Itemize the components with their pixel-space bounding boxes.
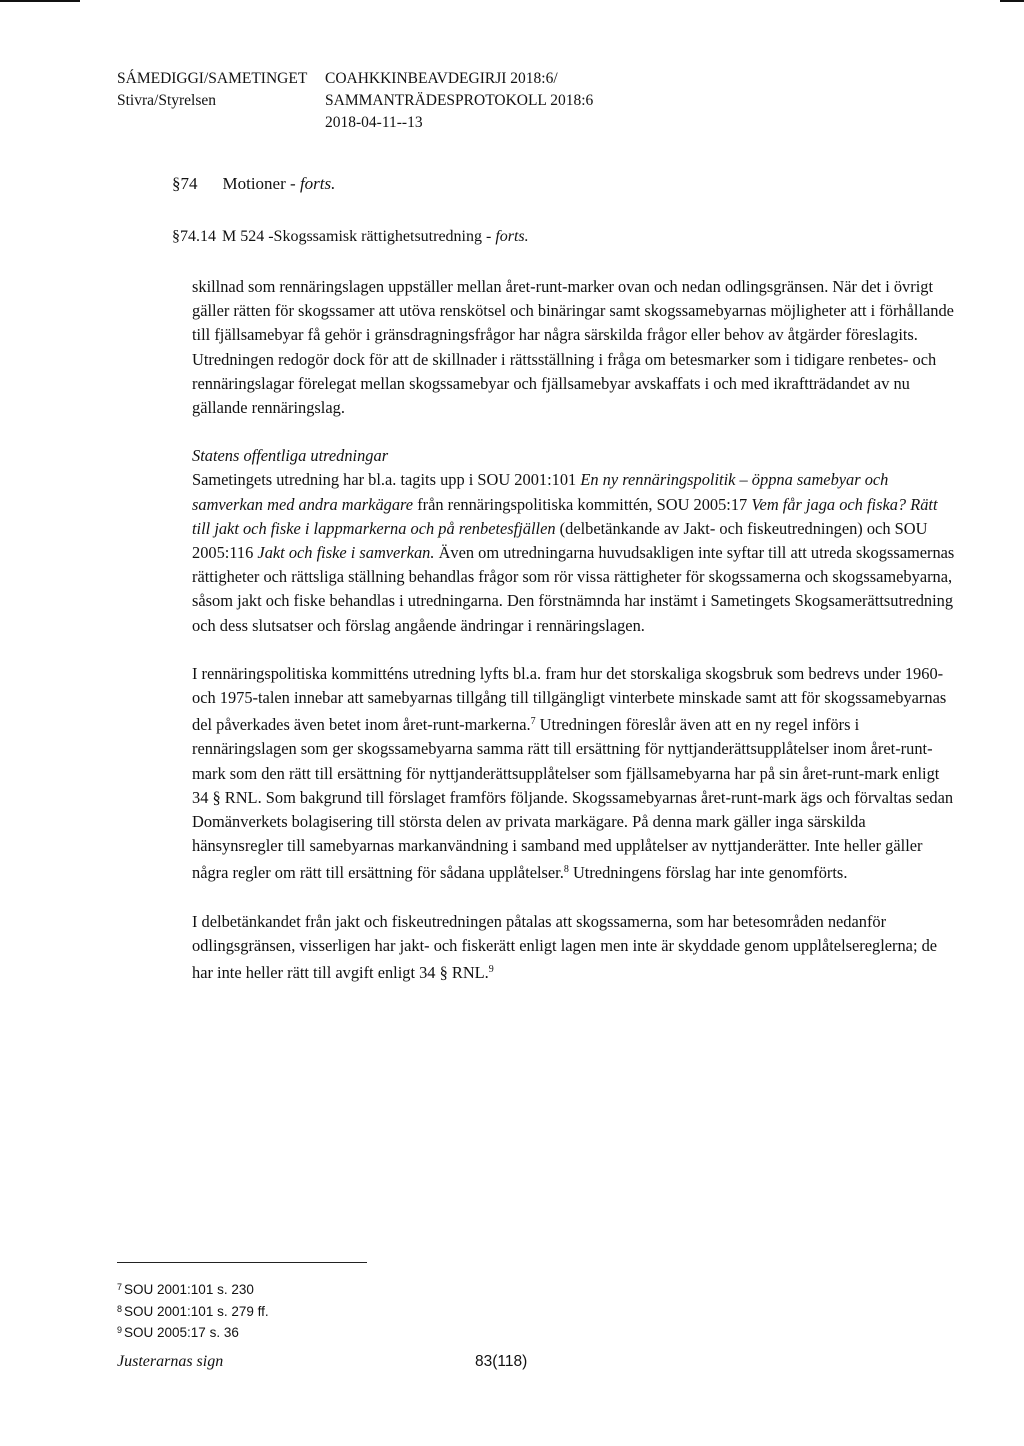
p3-text-a: I rennäringspolitiska kommitténs utredning lyfts bl.a. fram hur det storskaliga skogsbruk som bedrevs under 1960- och 1975-talen innebar att samebyarnas tillgång till tillgängligt vinterbete minskade samt att för skogssamebyarnas del påverkades även betet inom året-runt-markerna. [192, 663, 947, 735]
section-title: Motioner - [222, 174, 296, 193]
header-org-line1: SÁMEDIGGI/SAMETINGET [117, 70, 308, 87]
section-heading-74 [172, 174, 335, 194]
header-doc [325, 68, 745, 134]
p2-title-sou2001: En ny rennäringspolitik – öppna samebyar och samverkan med andra markägare [192, 470, 889, 514]
p2-text-e: (delbetänkande av Jakt- och fiskeutredningen) och SOU 2005:116 [192, 518, 928, 563]
footnote-7: $^7$ SOU 2001:101 s. 230 [117, 1282, 254, 1297]
subsection-title-suffix: forts. [495, 228, 529, 245]
header-org-line2: Stivra/Styrelsen [117, 92, 217, 109]
section-symbol: § [172, 174, 181, 193]
section-number: 74 [180, 174, 198, 193]
p2-title-sou2005-17: Vem får jaga och fiska? Rätt till jakt och fiske i lappmarkerna och på renbetesfjällen [192, 494, 938, 538]
section-title-suffix: forts. [299, 174, 336, 193]
footnotes [117, 1278, 269, 1343]
paragraph-3 [192, 662, 958, 886]
p2-title-sou2005-116: Jakt och fiske i samverkan. [257, 543, 435, 563]
p4-text-a: I delbetänkandet från jakt och fiskeutredningen påtalas att skogssamerna, som har betesområden nedanför odlingsgränsen, visserligen har jakt- och fiskerätt enligt lagen men inte är skyddade genom upplåtelsereglerna; de har inte heller rätt till avgift enligt 34 § RNL. [192, 911, 938, 983]
header-doc-line1: COAHKKINBEAVDEGIRJI 2018:6/ [325, 70, 558, 87]
footnote-ref-8: 8 [563, 864, 569, 876]
footnote-ref-9: 9 [488, 964, 494, 976]
footnote-9: $^9$ SOU 2005:17 s. 36 [117, 1325, 239, 1340]
p3-text-b: Utredningen föreslår även att en ny regel införs i rennäringslagen som ger skogssamebyarna samma rätt till ersättning för nyttjanderättsupplåtelser inom året-runt-mark som den rätt till ersättning för nyttjanderättsupplåtelser som fjällsamebyarna har på sin året-runt-mark enligt 34 § RNL. Som bakgrund till förslaget framförs följande. Skogssamebyarnas året-runt-mark ägs och förvaltas sedan Domänverkets bolagisering till största delen av privata markägare. På denna mark gäller inga särskilda hänsynsregler till samebyarnas markanvändning i samband med upplåtelser av nyttjanderätter. Inte heller gäller några regler om rätt till ersättning för sådana upplåtelser. [192, 715, 954, 883]
paragraph-4 [192, 910, 958, 986]
footnote-8: $^8$ SOU 2001:101 s. 279 ff. [117, 1303, 269, 1319]
footnote-separator [117, 1262, 367, 1263]
subheading-sou: Statens offentliga utredningar [192, 446, 389, 466]
p2-text-g: Även om utredningarna huvudsakligen inte syftar till att utreda skogssamernas rättigheter och rättsliga ställning behandlas frågor som rör vissa rättigheter för skogssamerna och skogssamebyarna, såsom jakt och fiske behandlas i utredningarna. Den förstnämnda har instämt i Sametingets Skogsamerättsutredning och dess slutsatser och förslag angående ändringar i rennäringslagen. [192, 543, 955, 635]
body-text [192, 275, 958, 985]
footnote-ref-7: 7 [530, 716, 536, 728]
scan-edge-right [1000, 0, 1024, 2]
paragraph-2 [192, 468, 958, 637]
section-heading-74-14 [172, 228, 529, 246]
p2-text-a: Sametingets utredning har bl.a. tagits upp i SOU 2001:101 [192, 470, 581, 490]
header-org [117, 68, 347, 112]
subsection-symbol: § [172, 228, 180, 245]
p3-text-c: Utredningens förslag har inte genomförts. [568, 863, 848, 883]
page-number: 83(118) [475, 1353, 528, 1370]
paragraph-1: skillnad som rennäringslagen uppställer mellan året-runt-marker ovan och nedan odlingsgränsen. När det i övrigt gäller rätten för skogssamer att utöva renskötsel och binäringar samt skogssamebyarnas möjligheter att i förhållande till fjällsamebyar få gehör i gränsdragningsfrågor har några särskilda frågor eller behov av åtgärder föreslagits. Utredningen redogör dock för att de skillnader i rättsställning i fråga om betesmarker som i tidigare renbetes- och rennäringslagar förelegat mellan skogssamebyar och fjällsamebyar avskaffats i och med ikraftträdandet av nu gällande rennäringslag. [192, 277, 954, 418]
scan-edge-left [0, 0, 80, 2]
p2-text-c: från rennäringspolitiska kommittén, SOU 2005:17 [413, 494, 752, 514]
header-doc-line2: SAMMANTRÄDESPROTOKOLL 2018:6 [325, 92, 594, 109]
signature-label: Justerarnas sign [117, 1353, 224, 1370]
subsection-title: M 524 -Skogssamisk rättighetsutredning - [222, 228, 492, 245]
subsection-number: 74.14 [180, 228, 216, 245]
page-footer [117, 1353, 528, 1371]
header-date: 2018-04-11--13 [325, 114, 423, 131]
